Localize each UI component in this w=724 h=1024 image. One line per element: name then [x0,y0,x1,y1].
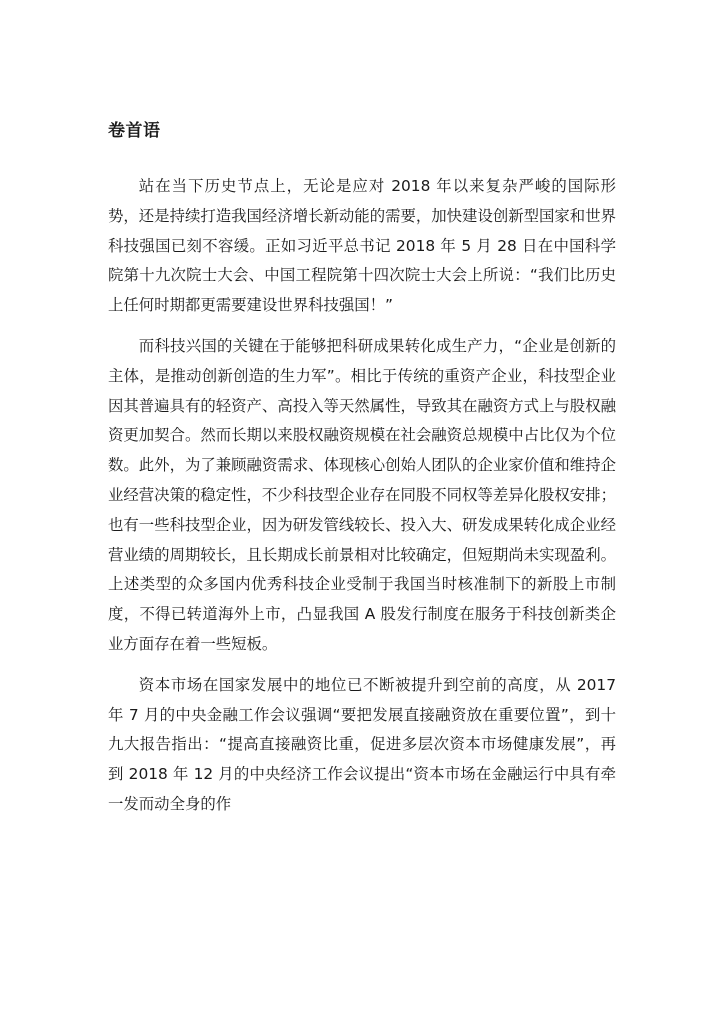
page-title: 卷首语 [108,121,161,141]
paragraph-3: 资本市场在国家发展中的地位已不断被提升到空前的高度，从 2017 年 7 月的中央金融工作会议强调“要把发展直接融资放在重要位置”，到十九大报告指出：“提高直接融资比重，促进多层次资本市场健康发展”，再到 2018 年 12 月的中央经济工作会议提出“资本市场在金融运行中具有牵一发而动全身的作 [108,675,616,813]
body-text [108,172,616,831]
paragraph-2: 而科技兴国的关键在于能够把科研成果转化成生产力，“企业是创新的主体，是推动创新创造的生力军”。相比于传统的重资产企业，科技型企业因其普遍具有的轻资产、高投入等天然属性，导致其在融资方式上与股权融资更加契合。然而长期以来股权融资规模在社会融资总规模中占比仅为个位数。此外，为了兼顾融资需求、体现核心创始人团队的企业家价值和维持企业经营决策的稳定性，不少科技型企业存在同股不同权等差异化股权安排；也有一些科技型企业，因为研发管线较长、投入大、研发成果转化成企业经营业绩的周期较长，且长期成长前景相对比较确定，但短期尚未实现盈利。上述类型的众多国内优秀科技企业受制于我国当时核准制下的新股上市制度，不得已转道海外上市，凸显我国 A 股发行制度在服务于科技创新类企业方面存在着一些短板。 [108,336,616,653]
paragraph-1: 站在当下历史节点上，无论是应对 2018 年以来复杂严峻的国际形势，还是持续打造我国经济增长新动能的需要，加快建设创新型国家和世界科技强国已刻不容缓。正如习近平总书记 2018 年 5 月 28 日在中国科学院第十九次院士大会、中国工程院第十四次院士大会上所说：“我们比历史上任何时期都更需要建设世界科技强国！” [108,177,616,315]
